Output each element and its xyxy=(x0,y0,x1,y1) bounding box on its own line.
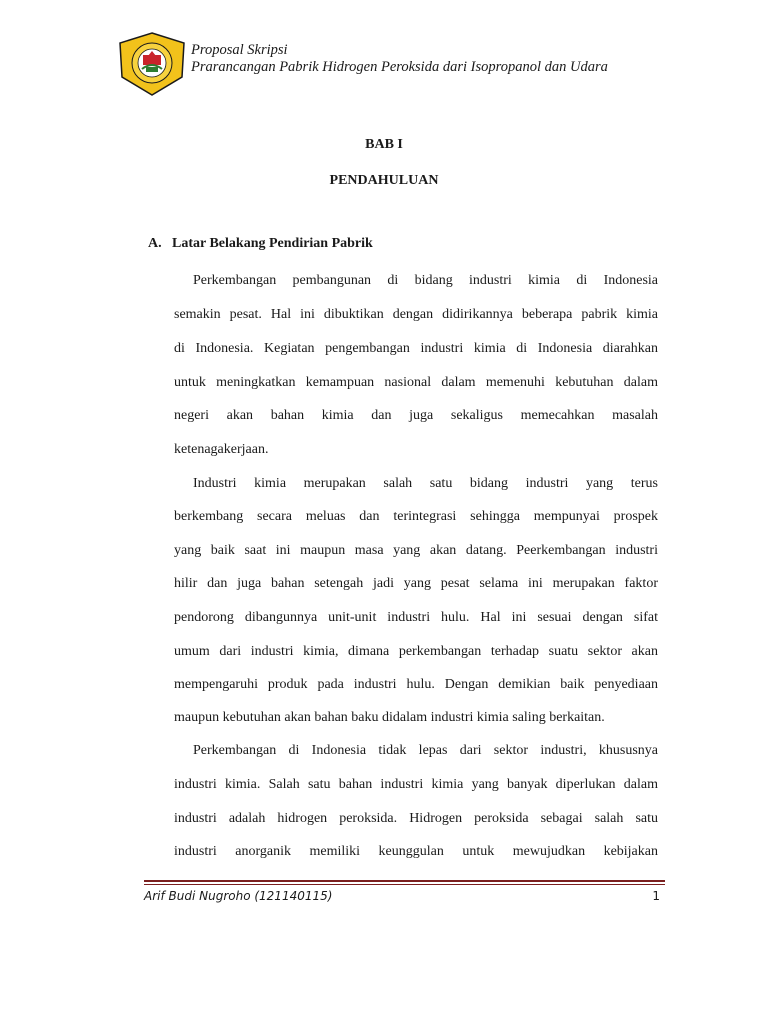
university-shield-logo xyxy=(116,31,188,97)
paragraph-line: hilir dan juga bahan setengah jadi yang pesat selama ini merupakan faktor xyxy=(174,576,658,591)
header-line-2: Prarancangan Pabrik Hidrogen Peroksida dari Isopropanol dan Udara xyxy=(191,59,608,75)
paragraph-line: maupun kebutuhan akan bahan baku didalam industri kimia saling berkaitan. xyxy=(174,710,605,725)
chapter-title: PENDAHULUAN xyxy=(329,173,439,188)
paragraph-line: industri kimia. Salah satu bahan industri kimia yang banyak diperlukan dalam xyxy=(174,777,658,792)
paragraph-line: semakin pesat. Hal ini dibuktikan dengan didirikannya beberapa pabrik kimia xyxy=(174,307,658,322)
paragraph-line: Perkembangan pembangunan di bidang industri kimia di Indonesia xyxy=(193,273,658,288)
page-number: 1 xyxy=(652,889,660,903)
paragraph-line: yang baik saat ini maupun masa yang akan datang. Peerkembangan industri xyxy=(174,543,658,558)
header-text xyxy=(191,42,608,76)
section-title: Latar Belakang Pendirian Pabrik xyxy=(172,236,373,251)
paragraph-line: umum dari industri kimia, dimana perkembangan terhadap suatu sektor akan xyxy=(174,644,658,659)
paragraph-line: berkembang secara meluas dan terintegrasi sehingga mempunyai prospek xyxy=(174,509,658,524)
chapter-number: BAB I xyxy=(365,137,403,152)
section-letter: A. xyxy=(148,236,162,251)
paragraph-line: industri adalah hidrogen peroksida. Hidrogen peroksida sebagai salah satu xyxy=(174,811,658,826)
paragraph-line: pendorong dibangunnya unit-unit industri hulu. Hal ini sesuai dengan sifat xyxy=(174,610,658,625)
paragraph-line: Industri kimia merupakan salah satu bidang industri yang terus xyxy=(193,476,658,491)
paragraph-line: di Indonesia. Kegiatan pengembangan industri kimia di Indonesia diarahkan xyxy=(174,341,658,356)
paragraph-line: mempengaruhi produk pada industri hulu. Dengan demikian baik penyediaan xyxy=(174,677,658,692)
paragraph-line: untuk meningkatkan kemampuan nasional dalam memenuhi kebutuhan dalam xyxy=(174,375,658,390)
paragraph-line: negeri akan bahan kimia dan juga sekaligus memecahkan masalah xyxy=(174,408,658,423)
paragraph-line: industri anorganik memiliki keunggulan untuk mewujudkan kebijakan xyxy=(174,844,658,859)
footer-author: Arif Budi Nugroho (121140115) xyxy=(144,889,333,903)
footer-divider-thin xyxy=(144,884,665,885)
paragraph-line: ketenagakerjaan. xyxy=(174,442,269,457)
paragraph-line: Perkembangan di Indonesia tidak lepas dari sektor industri, khususnya xyxy=(193,743,658,758)
section-heading xyxy=(148,236,373,252)
header-line-1: Proposal Skripsi xyxy=(191,42,288,58)
footer-divider-thick xyxy=(144,880,665,882)
